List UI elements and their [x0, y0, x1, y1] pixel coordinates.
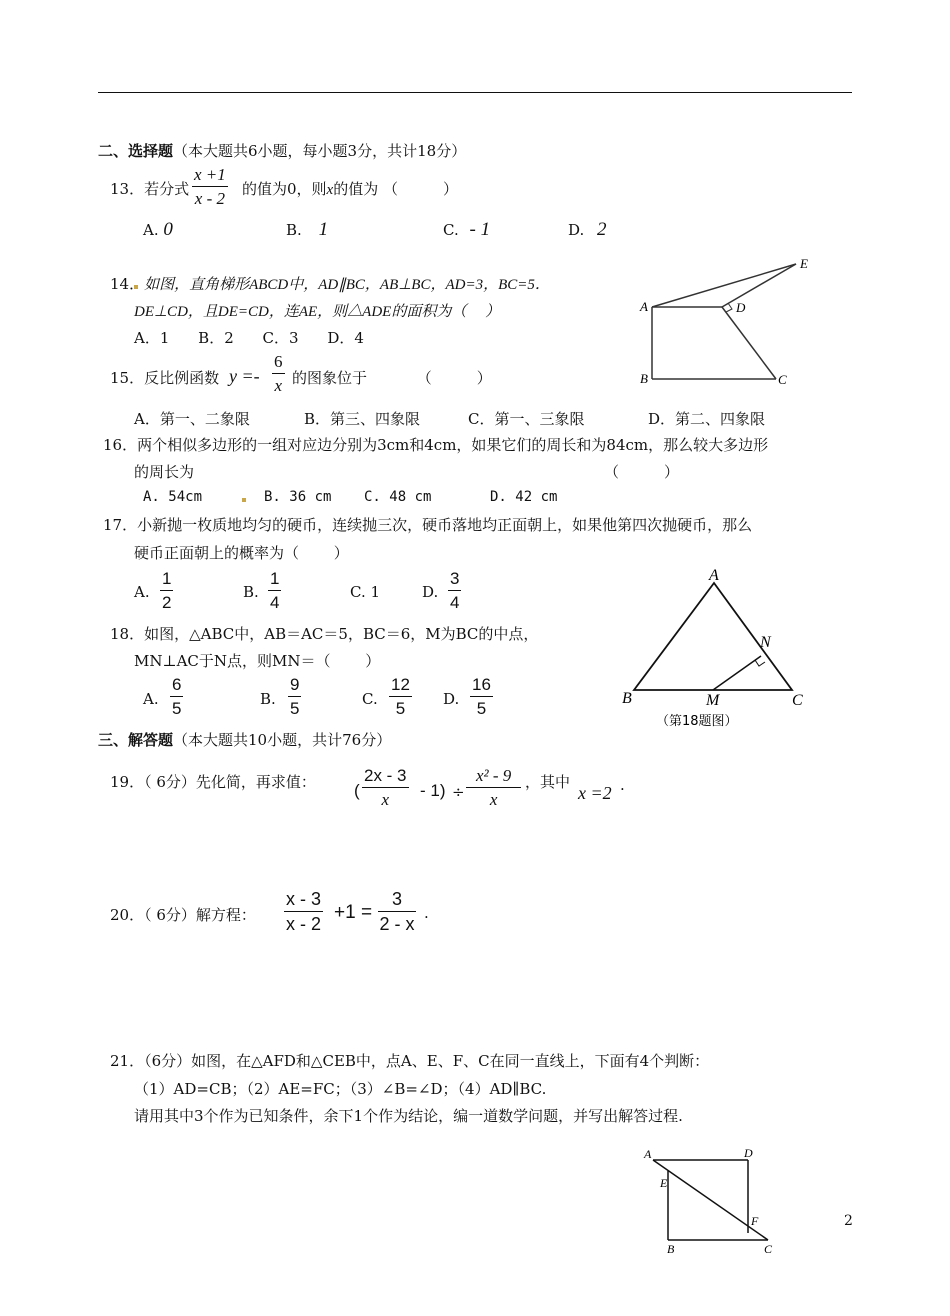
- fig21-label-d: D: [744, 1146, 753, 1160]
- q20-stem: 20．（ 6分）解方程：: [110, 906, 256, 924]
- q19-frac1: $\frac{2x - 3}{x}$: [364, 766, 407, 809]
- q17-opt-d-label: D.: [422, 583, 439, 601]
- q14-line2: DE⊥CD，且DE=CD，连AE，则△ADE的面积为（ ）: [134, 304, 501, 320]
- q19-stem: 19．（ 6分）先化简，再求值：: [110, 773, 316, 791]
- q16-opt-d: D. 42 cm: [490, 489, 558, 505]
- q17-opt-a-frac: $\frac{1}{2}$: [162, 569, 172, 612]
- fig18-label-m: M: [706, 692, 720, 709]
- q13-tail: [242, 178, 458, 199]
- fig18-label-b: B: [622, 690, 632, 707]
- q17-opt-b-frac: $\frac{1}{4}$: [270, 569, 280, 612]
- q14-line1: 14．如图，直角梯形ABCD中，AD∥BC，AB⊥BC，AD=3，BC=5．: [110, 275, 550, 293]
- q13-var: x: [326, 182, 334, 198]
- fig18-label-n: N: [760, 634, 771, 651]
- q16-opt-a: A. 54cm: [143, 489, 203, 505]
- q17-opt-d-frac: $\frac{3}{4}$: [450, 569, 460, 612]
- q13-stem: [110, 178, 189, 199]
- fig21-label-f: F: [751, 1214, 759, 1228]
- q16-opt-c: C. 48 cm: [364, 489, 432, 505]
- q13-mid: 的值为0，则: [242, 180, 327, 198]
- fig21-segment-ac: [653, 1160, 768, 1240]
- fig14-label-a: A: [640, 299, 648, 314]
- q15-opt-a: A．第一、二象限: [134, 410, 250, 428]
- q13-opt-a: A. 0: [143, 219, 173, 240]
- q15-opt-d: D．第二、四象限: [648, 410, 766, 428]
- q19-divide: ÷: [452, 783, 465, 801]
- q18-opt-b-label: B.: [260, 690, 276, 708]
- q14-figure: [630, 255, 820, 390]
- q19-frac2: $\frac{\text{x² - 9}}{x}$: [466, 767, 521, 808]
- fig18-label-c: C: [792, 692, 803, 709]
- section3-title: 三、解答题: [98, 731, 174, 749]
- q20-frac2: $\frac{3}{2 - x}$: [379, 889, 415, 934]
- q15-opt-b: B．第三、四象限: [304, 410, 421, 428]
- q18-opt-a-label: A.: [143, 690, 159, 708]
- q16-line1: 16．两个相似多边形的一组对应边分别为3cm和4cm，如果它们的周长和为84cm，那么较大多边形: [103, 436, 769, 454]
- section2-note: （本大题共6小题，每小题3分，共计18分）: [173, 142, 467, 160]
- fig21-label-b: B: [667, 1242, 675, 1256]
- q19-minus-one: - 1): [420, 781, 446, 800]
- q16-opt-b: B. 36 cm: [264, 489, 332, 505]
- q16-paren: （ ）: [604, 463, 680, 481]
- fig14-segment-de: [722, 264, 796, 307]
- section3-note: （本大题共10小题，共计76分）: [173, 731, 392, 749]
- q21-line2: （1）AD=CB；（2）AE=FC；（3）∠B=∠D；（4）AD∥BC.: [134, 1080, 547, 1098]
- header-rule: [98, 92, 852, 93]
- fig14-segment-ae: [652, 264, 796, 307]
- q14-options: A．1 B．2 C．3 D．4: [134, 329, 364, 347]
- q13-opt-b: B. 1: [286, 219, 329, 240]
- fig18-segment-mn: [713, 656, 761, 690]
- q18-opt-c-frac: $\frac{12}{5}$: [391, 675, 410, 718]
- fig18-caption: （第18题图）: [656, 714, 738, 729]
- q13-post: 的值为 （ ）: [333, 180, 458, 198]
- fig14-label-c: C: [778, 372, 787, 387]
- fig21-label-c: C: [764, 1242, 773, 1256]
- q19-tail: ，其中: [525, 773, 571, 791]
- q21-line1: 21．（6分）如图，在△AFD和△CEB中，点A、E、F、C在同一直线上，下面有4个判断：: [110, 1052, 710, 1070]
- fig18-right-angle: [755, 660, 765, 666]
- q13-opt-c: C. - 1: [443, 219, 491, 240]
- q19-condition: x =2: [578, 783, 612, 803]
- fig14-label-e: E: [800, 256, 808, 271]
- q18-opt-c-label: C.: [362, 690, 378, 708]
- edit-mark: [242, 498, 246, 502]
- fig14-label-b: B: [640, 371, 648, 386]
- q13-pre: 若分式: [144, 180, 190, 198]
- section3-header: [98, 729, 391, 750]
- q15-lhs: y =-: [229, 366, 260, 386]
- q18-figure: [620, 565, 820, 740]
- section2-title: 二、选择题: [98, 142, 174, 160]
- q13-fraction: [192, 166, 228, 207]
- q17-opt-b-label: B.: [243, 583, 259, 601]
- q21-figure: [640, 1145, 780, 1260]
- q15-stem: 15．反比例函数: [110, 369, 220, 387]
- q18-opt-d-frac: $\frac{16}{5}$: [472, 675, 491, 718]
- section2-header: [98, 140, 466, 161]
- q15-post: 的图象位于 （ ）: [292, 369, 492, 387]
- q13-frac-num: x +1: [192, 166, 228, 187]
- q18-line1: 18．如图，△ABC中，AB＝AC＝5，BC＝6，M为BC的中点，: [110, 625, 539, 643]
- q19-open-paren: (: [354, 781, 360, 800]
- fig14-label-d: D: [736, 300, 746, 315]
- q17-opt-c: C. 1: [350, 583, 381, 601]
- q13-number: 13．: [110, 180, 145, 198]
- q18-opt-a-frac: $\frac{6}{5}$: [172, 675, 182, 718]
- q20-plus-one: +1 =: [334, 902, 373, 923]
- q18-opt-b-frac: $\frac{9}{5}$: [290, 675, 300, 718]
- fig21-label-e: E: [660, 1176, 668, 1190]
- q20-frac1: $\frac{x - 3}{x - 2}$: [286, 889, 322, 934]
- q13-opt-d: D. 2: [568, 219, 607, 240]
- fig14-segment-dc: [722, 307, 776, 379]
- page-number: 2: [844, 1213, 853, 1229]
- q15-opt-c: C．第一、三象限: [468, 410, 585, 428]
- q20-end: .: [424, 904, 429, 922]
- q17-line2: 硬币正面朝上的概率为（ ）: [134, 544, 349, 562]
- q21-line3: 请用其中3个作为已知条件，余下1个作为结论，编一道数学问题，并写出解答过程.: [134, 1107, 683, 1125]
- q19-end: .: [620, 776, 625, 794]
- q18-line2: MN⊥AC于N点，则MN＝（ ）: [134, 652, 381, 670]
- fig18-label-a: A: [709, 567, 719, 584]
- q16-line2: 的周长为: [134, 463, 195, 481]
- q17-opt-a-label: A.: [134, 583, 150, 601]
- q18-opt-d-label: D.: [443, 690, 460, 708]
- q13-frac-den: x - 2: [194, 189, 225, 208]
- fig21-label-a: A: [644, 1147, 652, 1161]
- q15-fraction: $\frac{6}{x}$: [274, 352, 283, 395]
- q17-line1: 17．小新抛一枚质地均匀的硬币，连续抛三次，硬币落地均正面朝上，如果他第四次抛硬币，那么: [103, 516, 753, 534]
